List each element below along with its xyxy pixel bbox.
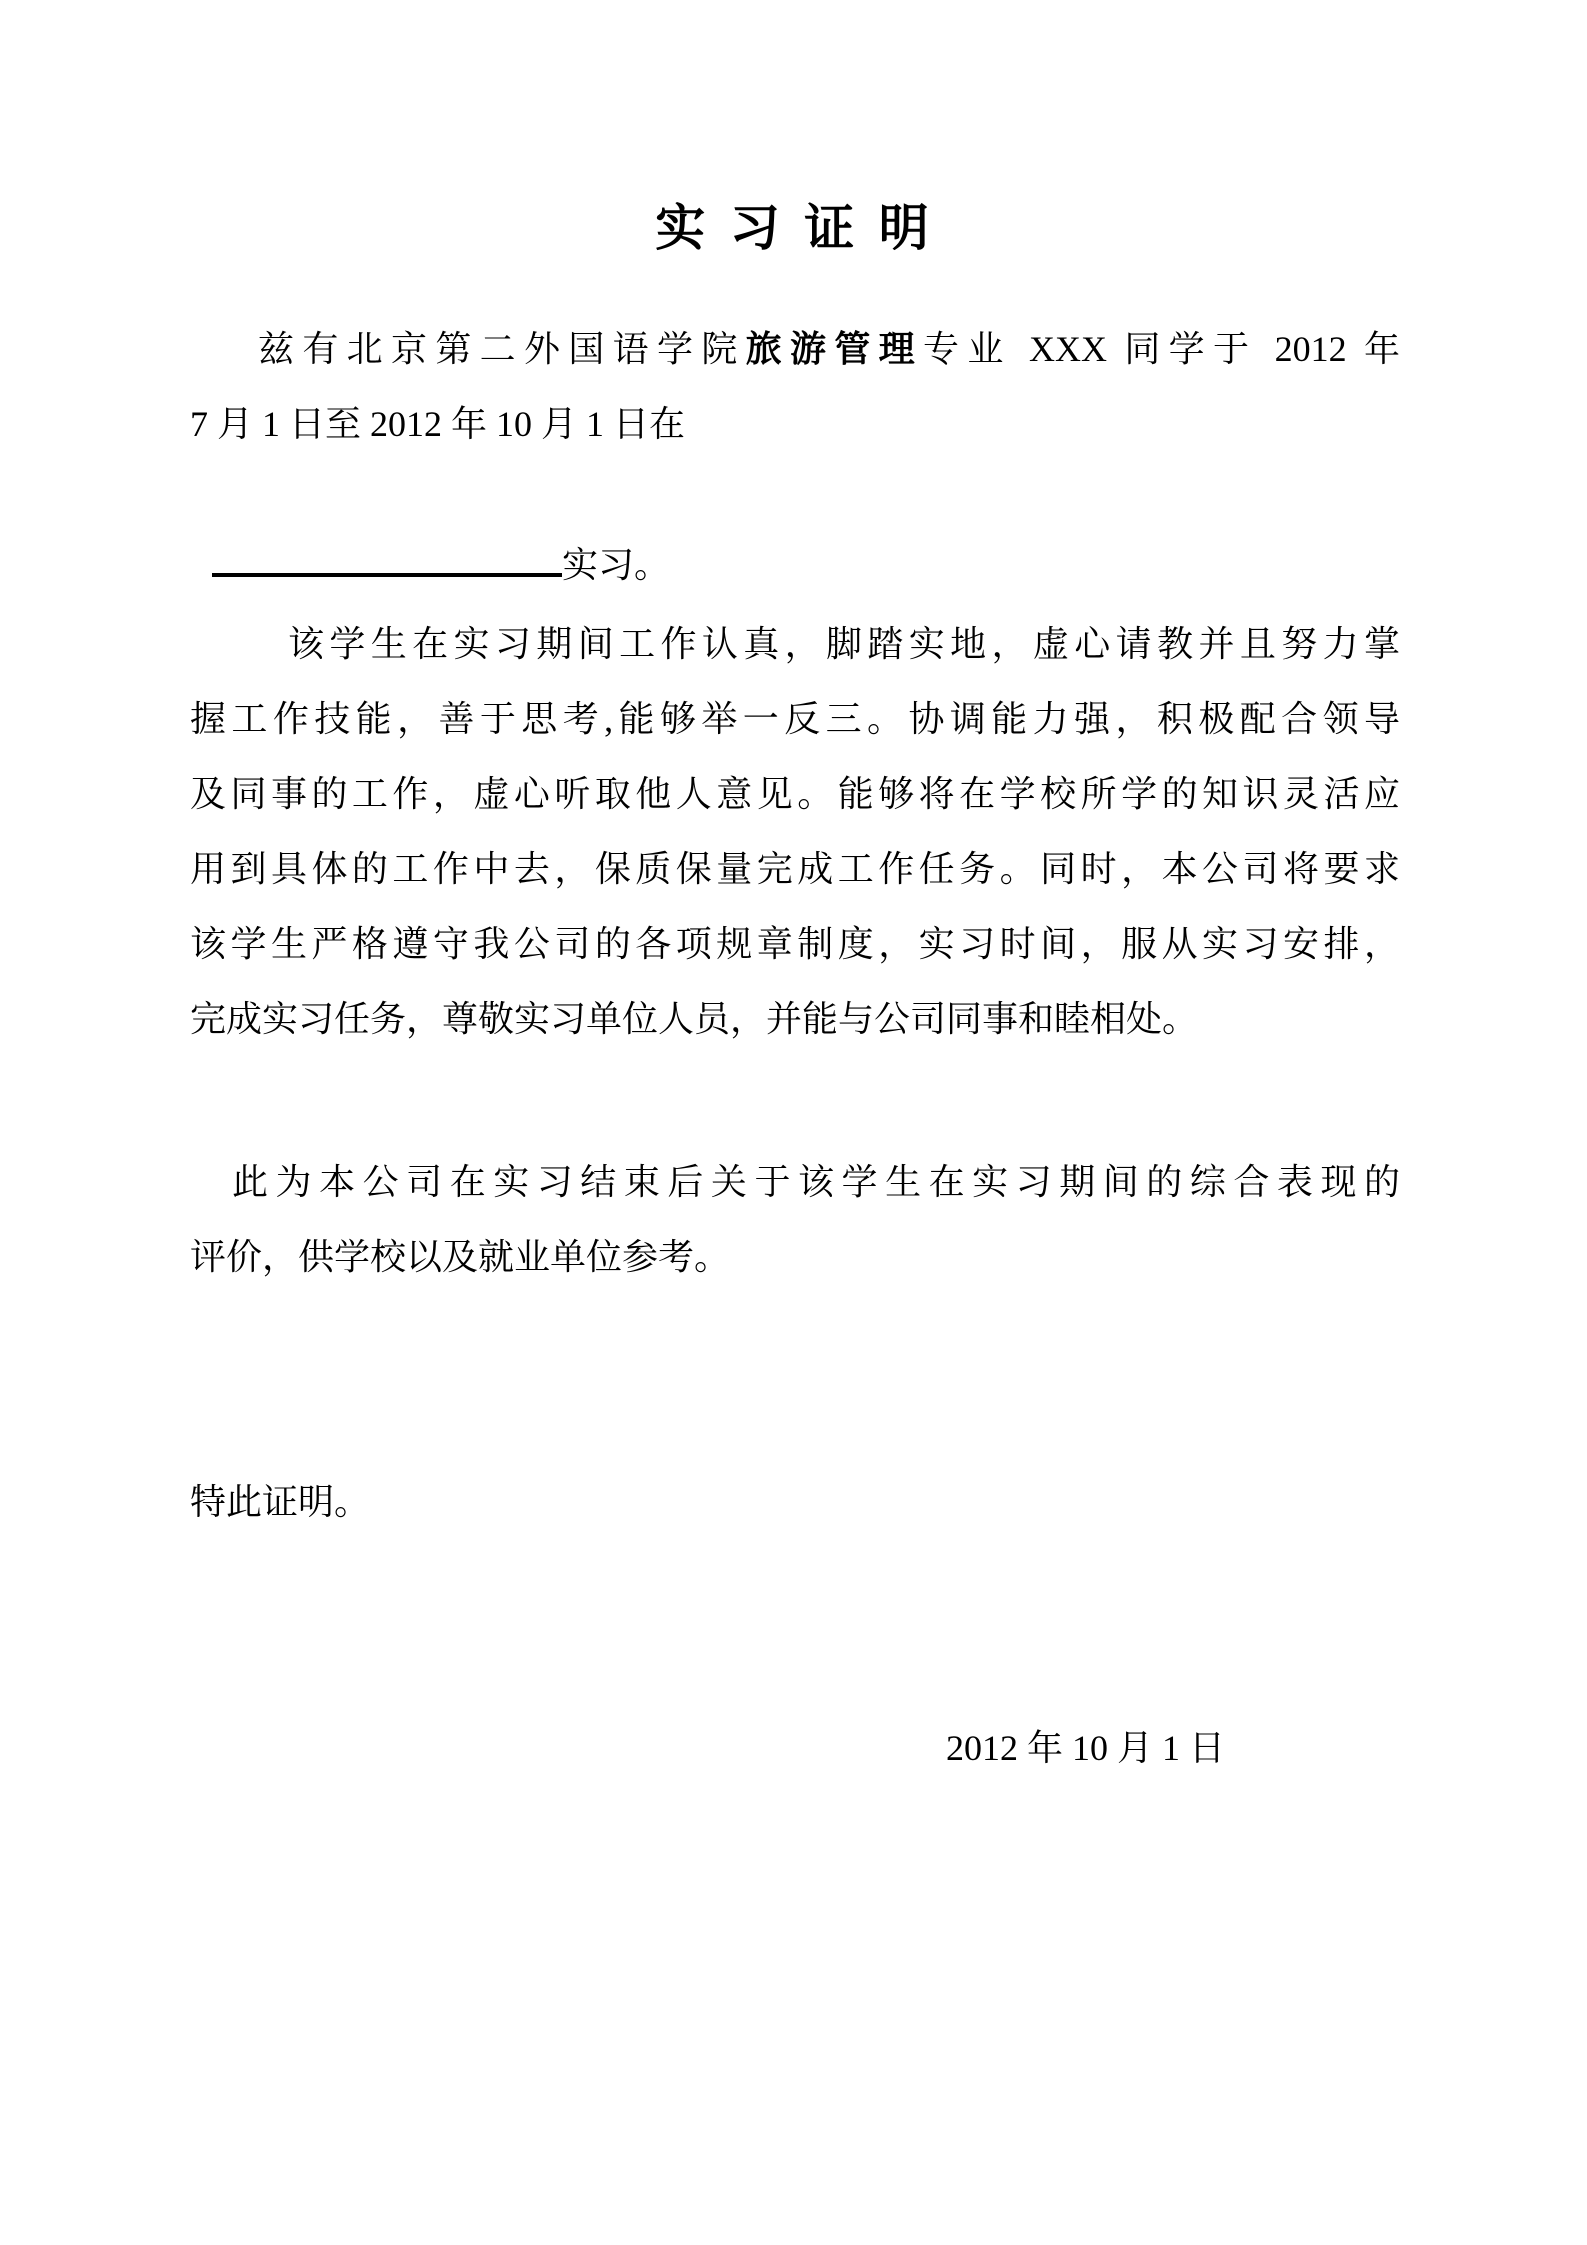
evaluation-line-6: 完成实习任务，尊敬实习单位人员，并能与公司同事和睦相处。 [190,999,1199,1039]
blank-row-suffix: 实习。 [562,545,671,585]
intro-major-name: 旅游管理 [745,329,923,369]
evaluation-line-3: 及同事的工作，虚心听取他人意见。能够将在学校所学的知识灵活应 [190,774,1400,814]
intro-text-before-bold: 兹有北京第二外国语学院 [258,329,746,369]
evaluation-line-1: 该学生在实习期间工作认真，脚踏实地，虚心请教并且努力掌 [288,624,1400,664]
evaluation-paragraph [190,607,1400,1057]
company-name-blank-row [190,525,1400,603]
issue-date: 2012 年 10 月 1 日 [945,1728,1225,1768]
intro-line-2: 7 月 1 日至 2012 年 10 月 1 日在 [190,404,686,444]
evaluation-line-2: 握工作技能，善于思考,能够举一反三。协调能力强，积极配合领导 [190,699,1400,739]
summary-line-1: 此为本公司在实习结束后关于该学生在实习期间的综合表现的 [232,1162,1400,1202]
evaluation-line-4: 用到具体的工作中去，保质保量完成工作任务。同时，本公司将要求 [190,849,1400,889]
company-name-underline [212,525,562,577]
closing-statement: 特此证明。 [190,1482,371,1522]
document-title: 实 习 证 明 [655,200,935,256]
summary-paragraph [190,1145,1400,1295]
summary-line-2: 评价，供学校以及就业单位参考。 [190,1237,731,1277]
intro-text-after-bold: 专业 XXX 同学于 2012 年 [923,329,1400,369]
evaluation-line-5: 该学生严格遵守我公司的各项规章制度，实习时间，服从实习安排， [190,924,1400,964]
intro-line-1 [190,312,1400,387]
